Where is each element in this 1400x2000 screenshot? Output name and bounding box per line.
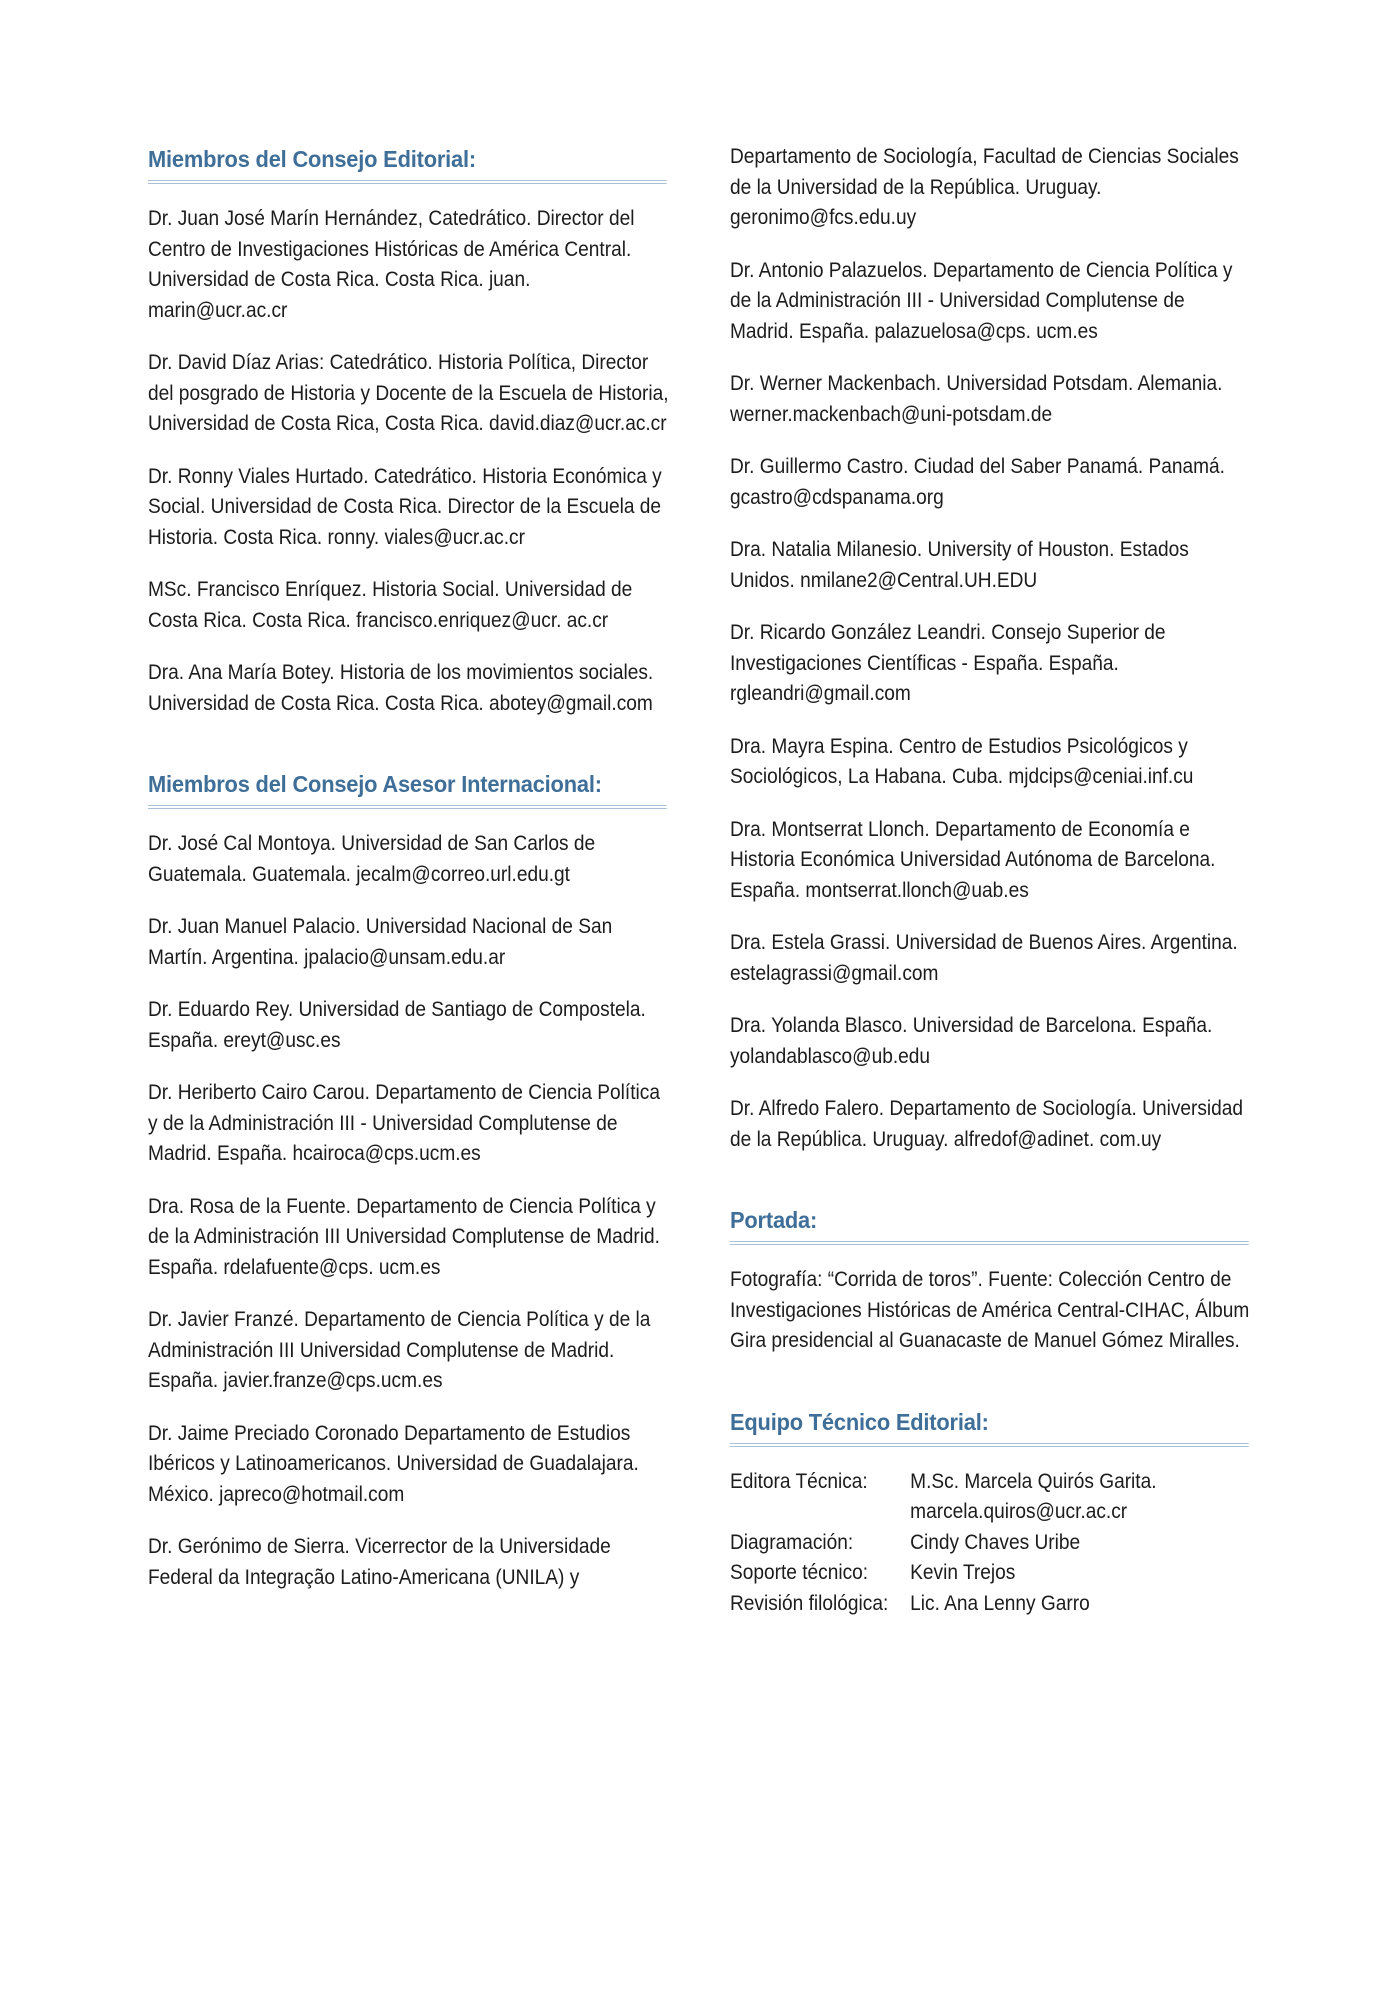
advisor-member-entry: Dra. Estela Grassi. Universidad de Buenos Aires. Argentina. estelagrassi@gmail.com: [730, 931, 1238, 985]
section-spacer: [730, 1177, 1250, 1203]
advisor-member-entry: Dra. Yolanda Blasco. Universidad de Barcelona. España. yolandablasco@ub.edu: [730, 1014, 1213, 1068]
advisor-member-entry: Dra. Montserrat Llonch. Departamento de Economía e Historia Económica Universidad Autónoma de Barcelona. España. montserrat.llonch@uab.es: [730, 817, 1216, 902]
team-table: [730, 1467, 1251, 1620]
advisor-member-entry: Dr. Ricardo González Leandri. Consejo Superior de Investigaciones Científicas - España. España. rgleandri@gmail.com: [730, 621, 1166, 705]
consejo-editorial-heading: Miembros del Consejo Editorial:: [148, 142, 667, 184]
team-role: Editora Técnica:: [730, 1469, 868, 1493]
advisor-member-entry: Dr. Antonio Palazuelos. Departamento de Ciencia Política y de la Administración III - Universidad Complutense de Madrid. España. palazuelosa@cps. ucm.es: [730, 258, 1233, 343]
editorial-member-entry: Dr. Ronny Viales Hurtado. Catedrático. Historia Económica y Social. Universidad de Costa Rica. Director de la Escuela de Historia. Costa Rica. ronny. viales@ucr.ac.cr: [148, 464, 662, 549]
left-column: [148, 142, 668, 1593]
advisor-member-entry: Departamento de Sociología, Facultad de Ciencias Sociales de la Universidad de la República. Uruguay. geronimo@fcs.edu.uy: [730, 145, 1239, 229]
editorial-member-entry: Dra. Ana María Botey. Historia de los movimientos sociales. Universidad de Costa Rica. Costa Rica. abotey@gmail.com: [148, 661, 654, 715]
advisor-member-entry: Dra. Mayra Espina. Centro de Estudios Psicológicos y Sociológicos, La Habana. Cuba. mjdcips@ceniai.inf.cu: [730, 734, 1194, 788]
equipo-tecnico-heading: Equipo Técnico Editorial:: [730, 1405, 1249, 1447]
advisor-member-entry: Dr. Jaime Preciado Coronado Departamento de Estudios Ibéricos y Latinoamericanos. Universidad de Guadalajara. México. japreco@hotmail.com: [148, 1421, 639, 1506]
right-column: [730, 142, 1250, 1619]
advisor-member-entry: Dr. Gerónimo de Sierra. Vicerrector de la Universidade Federal da Integração Latino-Americana (UNILA) y: [148, 1535, 611, 1589]
advisor-member-entry: Dr. Guillermo Castro. Ciudad del Saber Panamá. Panamá. gcastro@cdspanama.org: [730, 455, 1225, 509]
advisor-member-entry: Dr. Juan Manuel Palacio. Universidad Nacional de San Martín. Argentina. jpalacio@unsam.edu.ar: [148, 915, 613, 969]
advisor-member-entry: Dr. Alfredo Falero. Departamento de Sociología. Universidad de la República. Uruguay. alfredof@adinet. com.uy: [730, 1097, 1244, 1151]
advisor-member-entry: Dr. Heriberto Cairo Carou. Departamento de Ciencia Política y de la Administración III - Universidad Complutense de Madrid. España. hcairoca@cps.ucm.es: [148, 1081, 660, 1165]
advisor-member-entry: Dr. Javier Franzé. Departamento de Ciencia Política y de la Administración III Universidad Complutense de Madrid. España. javier.franze@cps.ucm.es: [148, 1308, 651, 1392]
section-spacer: [148, 741, 668, 767]
advisor-member-entry: Dr. Eduardo Rey. Universidad de Santiago de Compostela. España. ereyt@usc.es: [148, 998, 646, 1052]
team-member: Kevin Trejos: [910, 1561, 1016, 1584]
section-spacer: [730, 1379, 1250, 1405]
advisor-member-entry: Dra. Rosa de la Fuente. Departamento de Ciencia Política y de la Administración III Universidad Complutense de Madrid. España. rdelafuente@cps. ucm.es: [148, 1194, 660, 1279]
advisor-member-entry: Dr. Werner Mackenbach. Universidad Potsdam. Alemania. werner.mackenbach@uni-potsdam.de: [730, 372, 1223, 426]
editorial-member-entry: MSc. Francisco Enríquez. Historia Social. Universidad de Costa Rica. Costa Rica. francisco.enriquez@ucr. ac.cr: [148, 578, 633, 632]
consejo-asesor-heading: Miembros del Consejo Asesor Internacional:: [148, 767, 667, 809]
team-role: Diagramación:: [730, 1530, 854, 1554]
team-member: Lic. Ana Lenny Garro: [910, 1591, 1090, 1615]
advisor-member-entry: Dra. Natalia Milanesio. University of Houston. Estados Unidos. nmilane2@Central.UH.EDU: [730, 538, 1189, 592]
advisor-member-entry: Dr. José Cal Montoya. Universidad de San Carlos de Guatemala. Guatemala. jecalm@correo.url.edu.gt: [148, 832, 596, 886]
editorial-member-entry: Dr. David Díaz Arias: Catedrático. Historia Política, Director del posgrado de Historia y Docente de la Escuela de Historia, Universidad de Costa Rica, Costa Rica. david.diaz@ucr.ac.cr: [148, 351, 669, 435]
portada-heading: Portada:: [730, 1203, 1249, 1245]
team-role: Revisión filológica:: [730, 1591, 889, 1615]
editorial-member-entry: Dr. Juan José Marín Hernández, Catedrático. Director del Centro de Investigaciones Históricas de América Central. Universidad de Costa Rica. Costa Rica. juan. marin@ucr.ac.cr: [148, 207, 635, 322]
portada-credit: Fotografía: “Corrida de toros”. Fuente: Colección Centro de Investigaciones Históricas de América Central-CIHAC, Álbum Gira presidencial al Guanacaste de Manuel Gómez Miralles.: [730, 1268, 1250, 1352]
team-member: Cindy Chaves Uribe: [910, 1530, 1081, 1554]
team-role: Soporte técnico:: [730, 1561, 869, 1584]
team-member: M.Sc. Marcela Quirós Garita. marcela.quiros@ucr.ac.cr: [910, 1469, 1157, 1523]
